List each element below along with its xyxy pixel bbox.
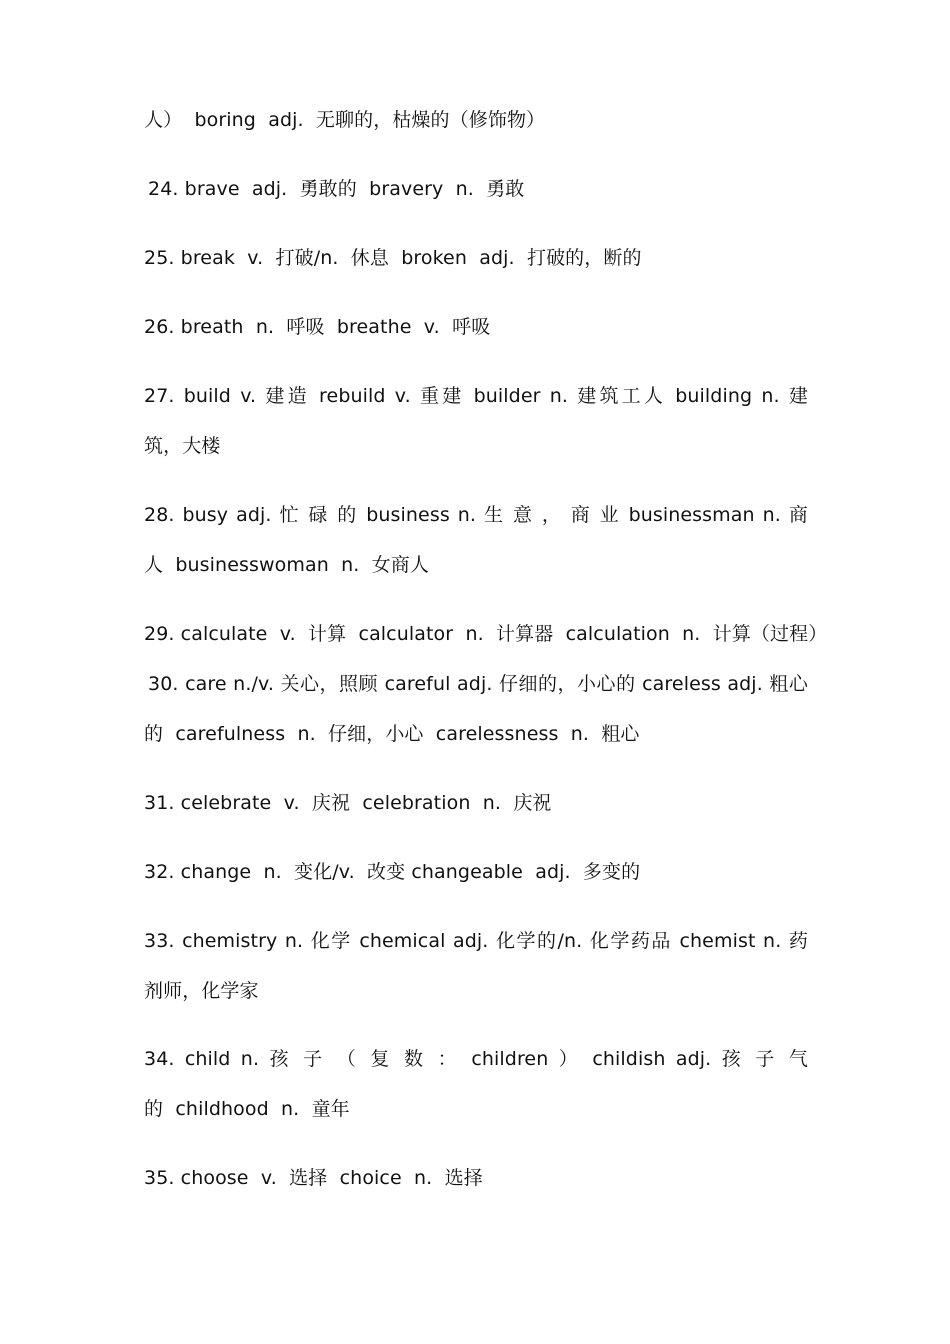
text-line: 的 childhood n. 童年 xyxy=(144,1098,350,1120)
text-line: 的 carefulness n. 仔细，小心 carelessness n. 粗心 xyxy=(144,723,640,745)
text-line: 27. build v. 建造 rebuild v. 重建 builder n. 建筑工人 building n. 建 xyxy=(144,385,808,407)
text-line: 35. choose v. 选择 choice n. 选择 xyxy=(144,1167,483,1189)
text-line: 33. chemistry n. 化学 chemical adj. 化学的/n. 化学药品 chemist n. 药 xyxy=(144,930,808,952)
text-line: 26. breath n. 呼吸 breathe v. 呼吸 xyxy=(144,316,491,338)
text-line: 32. change n. 变化/v. 改变 changeable adj. 多变的 xyxy=(144,861,641,883)
text-line: 29. calculate v. 计算 calculator n. 计算器 calculation n. 计算（过程） xyxy=(144,623,828,645)
text-line: 24. brave adj. 勇敢的 bravery n. 勇敢 xyxy=(148,178,525,200)
text-line: 25. break v. 打破/n. 休息 broken adj. 打破的，断的 xyxy=(144,247,642,269)
text-line: 剂师，化学家 xyxy=(144,980,259,1002)
text-line: 筑，大楼 xyxy=(144,435,221,457)
text-line: 31. celebrate v. 庆祝 celebration n. 庆祝 xyxy=(144,792,552,814)
text-line: 28. busy adj. 忙 碌 的 business n. 生 意 ， 商 业 businessman n. 商 xyxy=(144,504,808,526)
text-line: 30. care n./v. 关心，照顾 careful adj. 仔细的，小心的 careless adj. 粗心 xyxy=(148,673,808,695)
text-line: 人） boring adj. 无聊的，枯燥的（修饰物） xyxy=(144,109,546,131)
text-line: 34. child n. 孩 子 （ 复 数 ： children ） childish adj. 孩 子 气 xyxy=(144,1048,808,1070)
text-line: 人 businesswoman n. 女商人 xyxy=(144,554,429,576)
